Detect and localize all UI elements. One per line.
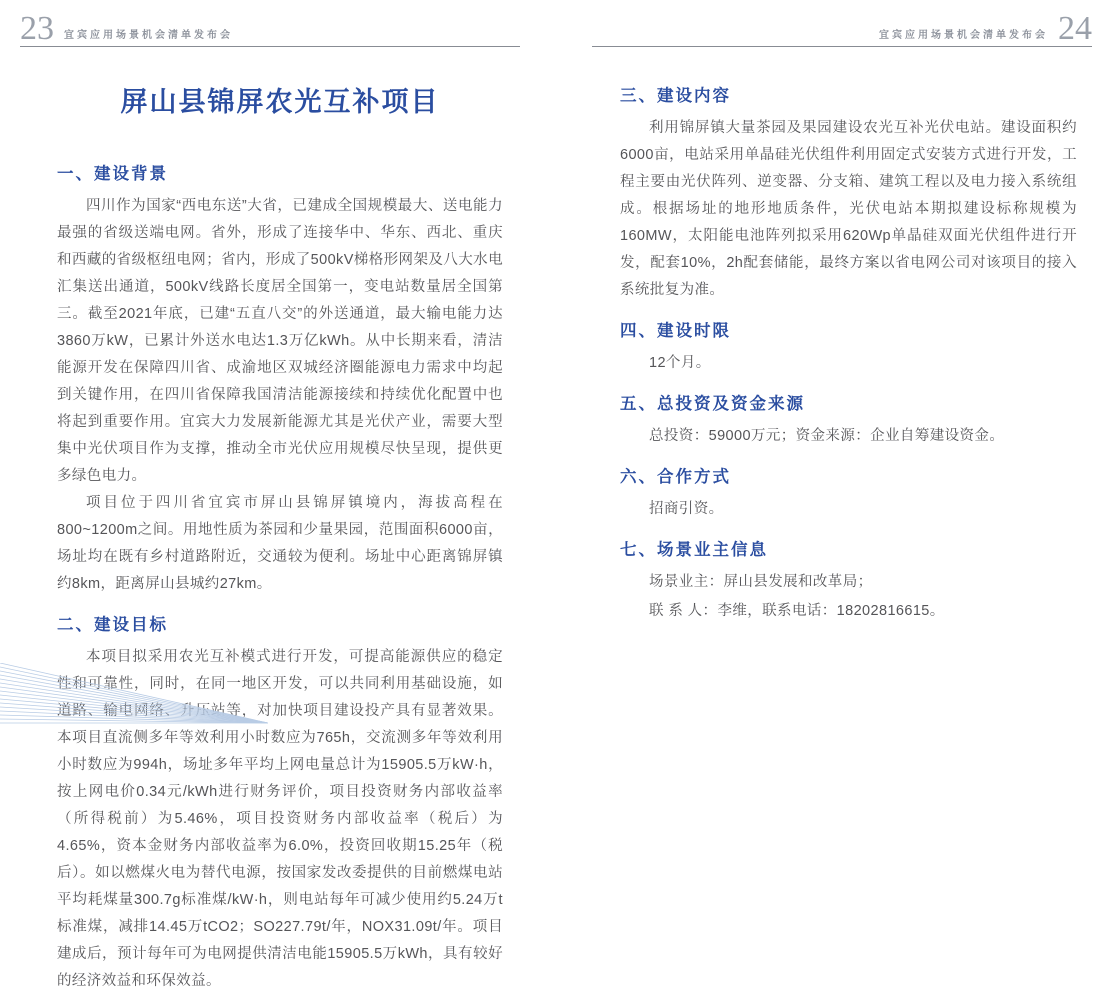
paragraph: 四川作为国家“西电东送”大省，已建成全国规模最大、送电能力最强的省级送端电网。省外，形成了连接华中、华东、西北、重庆和西藏的省级枢纽电网；省内，形成了500kV梯格形网架及八大水电汇集送出通道，500kV线路长度居全国第一，变电站数量居全国第三。截至2021年底，已建“五直八交”的外送通道，最大输电能力达3860万kW，已累计外送水电达1.3万亿kWh。从中长期来看，清洁能源开发在保障四川省、成渝地区双城经济圈能源电力需求中均起到关键作用，在四川省保障我国清洁能源接续和持续优化配置中也将起到重要作用。宜宾大力发展新能源尤其是光伏产业，需要大型集中光伏项目作为支撑，推动全市光伏应用规模尽快呈现，提供更多绿色电力。 <box>57 198 503 484</box>
paragraph: 12个月。 <box>649 355 711 371</box>
header-title-right: 宜宾应用场景机会清单发布会 <box>879 30 1048 41</box>
header-title-left: 宜宾应用场景机会清单发布会 <box>64 30 233 41</box>
paragraph: 本项目拟采用农光互补模式进行开发，可提高能源供应的稳定性和可靠性，同时，在同一地区开发，可以共同利用基础设施，如道路、输电网络、升压站等，对加快项目建设投产具有显著效果。本项目直流侧多年等效利用小时数应为765h，交流测多年等效利用小时数应为994h，场址多年平均上网电量总计为15905.5万kW·h，按上网电价0.34元/kWh进行财务评价，项目投资财务内部收益率（所得税前）为5.46%，项目投资财务内部收益率（税后）为4.65%，资本金财务内部收益率为6.0%，投资回收期15.25年（税后）。如以燃煤火电为替代电源，按国家发改委提供的目前燃煤电站平均耗煤量300.7g标准煤/kW·h，则电站每年可减少使用约5.24万t标准煤，减排14.45万tCO2；SO227.79t/年，NOX31.09t/年。项目建成后，预计每年可为电网提供清洁电能15905.5万kWh，具有较好的经济效益和环保效益。 <box>57 649 503 989</box>
paragraph: 利用锦屏镇大量茶园及果园建设农光互补光伏电站。建设面积约6000亩，电站采用单晶硅光伏组件利用固定式安装方式进行开发，工程主要由光伏阵列、逆变器、分支箱、建筑工程以及电力接入系统组成。根据场址的地形地质条件，光伏电站本期拟建设标称规模为160MW，太阳能电池阵列拟采用620Wp单晶硅双面光伏组件进行开发，配套10%，2h配套储能，最终方案以省电网公司对该项目的接入系统批复为准。 <box>620 120 1077 298</box>
page-header-left <box>20 0 520 47</box>
left-page-content <box>57 74 503 995</box>
paragraph: 项目位于四川省宜宾市屏山县锦屏镇境内，海拔高程在800~1200m之间。用地性质为茶园和少量果园，范围面积6000亩，场址均在既有乡村道路附近，交通较为便利。场址中心距离锦屏镇约8km，距离屏山县城约27km。 <box>57 495 503 592</box>
section-heading-background: 一、建设背景 <box>57 165 168 183</box>
page-right <box>556 0 1112 725</box>
right-page-content <box>620 84 1077 627</box>
page-number-left: 23 <box>20 10 54 48</box>
section-heading-cooperation: 六、合作方式 <box>620 468 731 486</box>
section-heading-investment: 五、总投资及资金来源 <box>620 395 805 413</box>
section-heading-goal: 二、建设目标 <box>57 616 168 634</box>
paragraph: 招商引资。 <box>649 501 724 517</box>
page-number-right: 24 <box>1058 10 1092 48</box>
section-heading-content: 三、建设内容 <box>620 87 731 105</box>
project-title: 屏山县锦屏农光互补项目 <box>120 87 440 117</box>
paragraph: 总投资：59000万元；资金来源：企业自筹建设资金。 <box>649 428 1005 444</box>
section-heading-schedule: 四、建设时限 <box>620 322 731 340</box>
page-left <box>0 0 556 989</box>
page-header-right <box>592 0 1092 47</box>
paragraph: 联 系 人：李维，联系电话：18202816615。 <box>649 603 945 619</box>
paragraph: 场景业主：屏山县发展和改革局； <box>649 574 873 590</box>
section-heading-owner-info: 七、场景业主信息 <box>620 541 768 559</box>
